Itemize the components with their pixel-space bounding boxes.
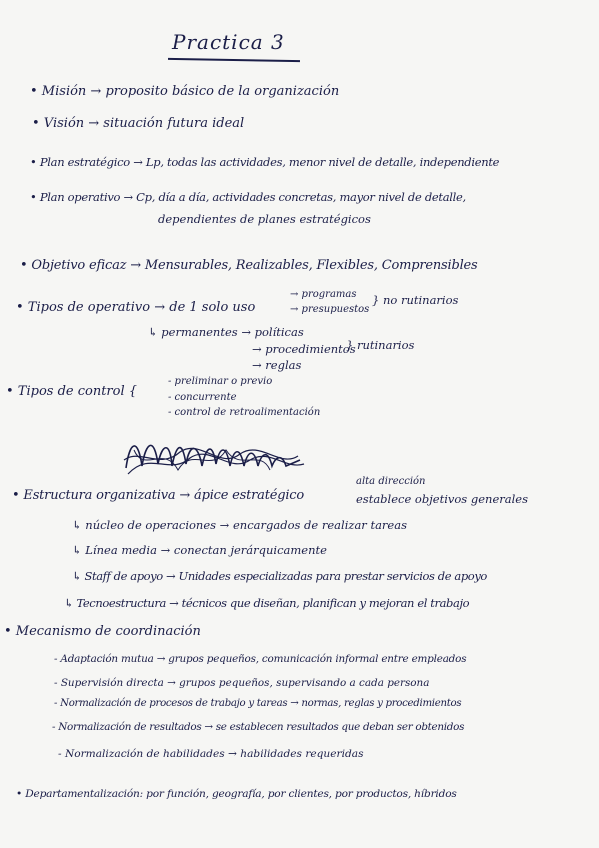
- no-rutinarios: } no rutinarios: [372, 293, 459, 307]
- line-vision: • Visión → situación futura ideal: [32, 116, 245, 131]
- establece-objetivos: establece objetivos generales: [356, 492, 528, 506]
- line-plan-operativo: • Plan operativo → Cp, día a día, actividades concretas, mayor nivel de detalle,: [30, 190, 466, 204]
- line-nucleo: ↳ núcleo de operaciones → encargados de realizar tareas: [72, 518, 407, 532]
- control-preliminar: - preliminar o previo: [168, 376, 273, 387]
- control-concurrente: - concurrente: [168, 392, 237, 403]
- rutinarios: } rutinarios: [346, 338, 415, 352]
- line-adaptacion: - Adaptación mutua → grupos pequeños, comunicación informal entre empleados: [54, 653, 467, 665]
- line-normalizacion-procesos: - Normalización de procesos de trabajo y tareas → normas, reglas y procedimientos: [54, 698, 462, 709]
- permanentes: ↳ permanentes → políticas: [148, 325, 304, 339]
- line-tipos-control: • Tipos de control {: [6, 384, 138, 399]
- line-mecanismo: • Mecanismo de coordinación: [4, 624, 201, 639]
- line-tipos-operativo: • Tipos de operativo → de 1 solo uso: [16, 300, 256, 315]
- crossed-out-scribble: [120, 430, 310, 480]
- presupuestos: → presupuestos: [290, 304, 370, 315]
- line-supervision: - Supervisión directa → grupos pequeños, supervisando a cada persona: [54, 677, 430, 689]
- line-mision: • Misión → proposito básico de la organización: [30, 84, 340, 99]
- line-estructura: • Estructura organizativa → ápice estratégico: [12, 488, 305, 503]
- programas: → programas: [290, 289, 357, 300]
- procedimientos: → procedimientos: [252, 342, 356, 356]
- line-normalizacion-resultados: - Normalización de resultados → se establecen resultados que deban ser obtenidos: [52, 721, 465, 733]
- control-retroalimentacion: - control de retroalimentación: [168, 407, 321, 418]
- line-normalizacion-habilidades: - Normalización de habilidades → habilidades requeridas: [58, 748, 364, 760]
- reglas: → reglas: [252, 358, 302, 372]
- line-objetivo: • Objetivo eficaz → Mensurables, Realizables, Flexibles, Comprensibles: [20, 258, 478, 273]
- line-departamentalizacion: • Departamentalización: por función, geografía, por clientes, por productos, híbridos: [16, 788, 457, 800]
- title-underline: [168, 58, 300, 62]
- line-plan-operativo-cont: dependientes de planes estratégicos: [158, 212, 371, 226]
- line-linea-media: ↳ Línea media → conectan jerárquicamente: [72, 543, 327, 557]
- line-tecnoestructura: ↳ Tecnoestructura → técnicos que diseñan, planifican y mejoran el trabajo: [64, 596, 470, 610]
- alta-direccion: alta dirección: [356, 476, 426, 487]
- page-title: Practica 3: [172, 30, 285, 54]
- line-staff: ↳ Staff de apoyo → Unidades especializadas para prestar servicios de apoyo: [72, 569, 487, 583]
- line-plan-estrategico: • Plan estratégico → Lp, todas las actividades, menor nivel de detalle, independiente: [30, 155, 500, 169]
